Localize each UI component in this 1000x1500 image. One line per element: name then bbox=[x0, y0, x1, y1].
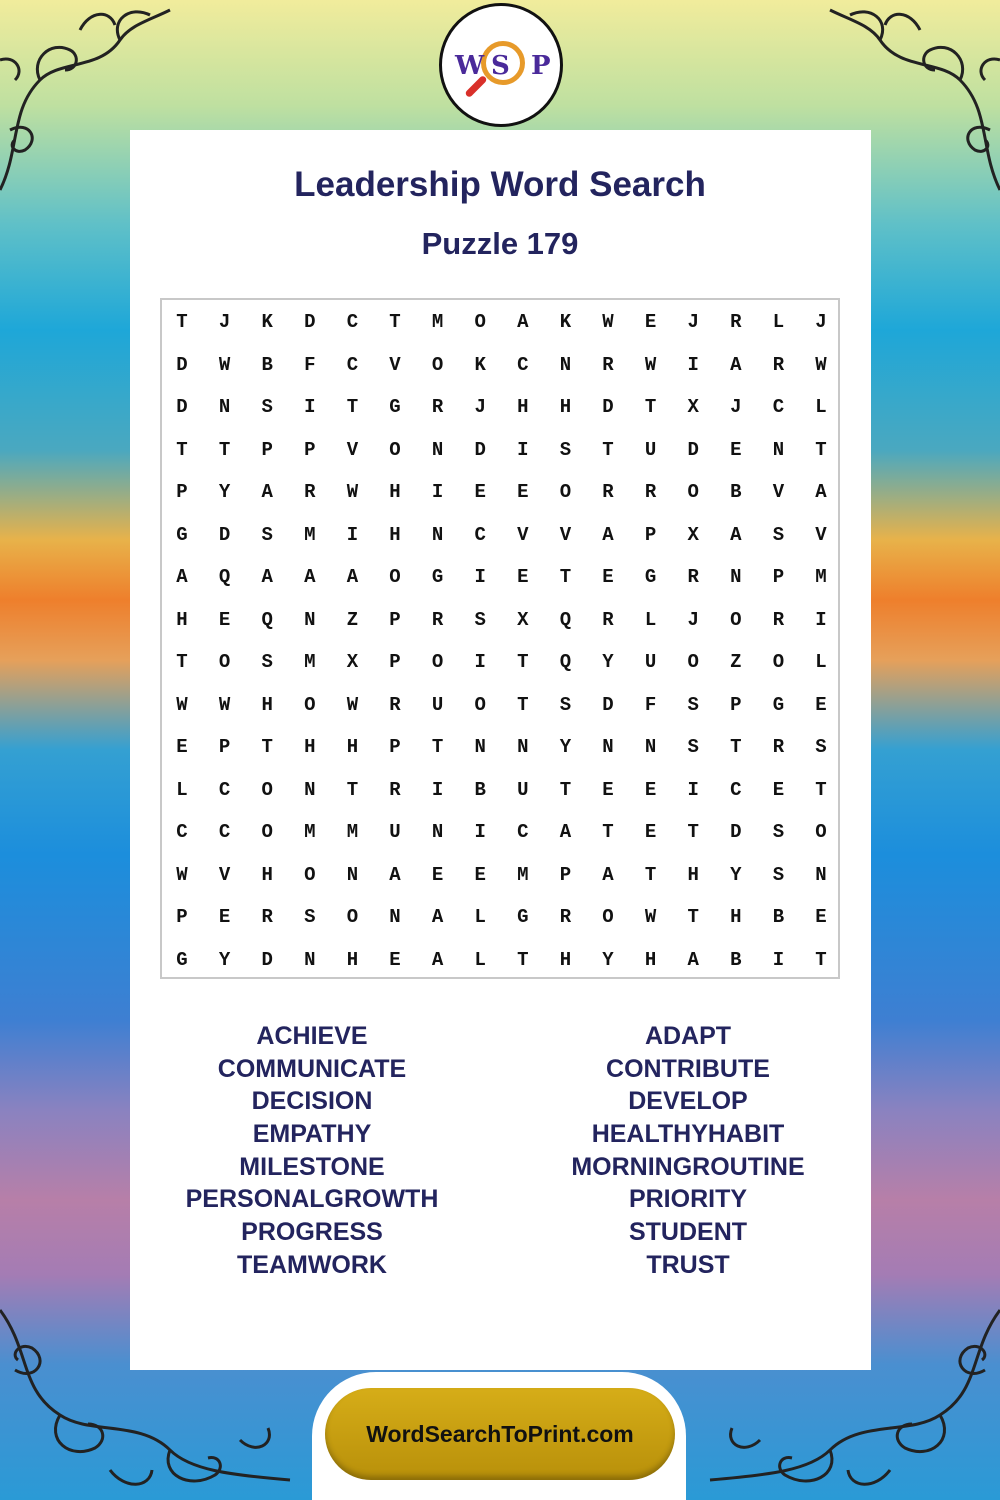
grid-cell[interactable]: M bbox=[431, 311, 444, 333]
word-list-item: CONTRIBUTE bbox=[606, 1054, 770, 1083]
word-list-item: ADAPT bbox=[644, 1022, 732, 1050]
grid-cell[interactable]: T bbox=[517, 693, 529, 716]
grid-cell[interactable]: R bbox=[772, 736, 785, 758]
grid-cell[interactable]: E bbox=[517, 481, 529, 503]
grid-row bbox=[162, 775, 838, 805]
grid-cell[interactable]: P bbox=[304, 438, 316, 461]
grid-cell[interactable]: H bbox=[261, 863, 273, 886]
grid-cell[interactable]: L bbox=[644, 608, 657, 631]
grid-cell[interactable]: N bbox=[644, 736, 657, 758]
grid-cell[interactable]: C bbox=[730, 778, 742, 801]
grid-cell[interactable]: H bbox=[559, 948, 572, 971]
grid-cell[interactable]: R bbox=[772, 353, 785, 376]
grid-cell[interactable]: Y bbox=[218, 948, 231, 971]
grid-cell[interactable]: Q bbox=[218, 566, 231, 588]
grid-cell[interactable]: W bbox=[644, 353, 657, 376]
grid-cell[interactable]: V bbox=[517, 523, 529, 546]
grid-cell[interactable]: O bbox=[389, 566, 401, 588]
grid-cell[interactable]: E bbox=[431, 863, 444, 886]
grid-cell[interactable]: W bbox=[346, 693, 359, 716]
grid-cell[interactable]: V bbox=[559, 523, 572, 546]
grid-cell[interactable]: W bbox=[815, 353, 827, 376]
grid-cell[interactable]: W bbox=[346, 481, 359, 503]
grid-cell[interactable]: W bbox=[218, 353, 231, 376]
grid-cell[interactable]: O bbox=[474, 693, 486, 716]
grid-row bbox=[162, 860, 838, 890]
logo-letter-w: W bbox=[455, 51, 485, 81]
grid-cell[interactable]: Q bbox=[559, 651, 572, 673]
grid-cell[interactable]: R bbox=[559, 906, 572, 928]
grid-cell[interactable]: A bbox=[261, 481, 273, 503]
grid-cell[interactable]: L bbox=[815, 396, 827, 418]
grid-cell[interactable]: G bbox=[772, 693, 785, 716]
grid-cell[interactable]: H bbox=[687, 863, 699, 886]
grid-cell[interactable]: M bbox=[304, 651, 316, 673]
grid-cell[interactable]: O bbox=[474, 311, 486, 333]
grid-cell[interactable]: C bbox=[346, 311, 359, 333]
grid-cell[interactable]: T bbox=[431, 736, 444, 758]
grid-cell[interactable]: H bbox=[176, 608, 188, 631]
grid-cell[interactable]: C bbox=[772, 396, 785, 418]
grid-cell[interactable]: O bbox=[431, 651, 444, 673]
grid-cell[interactable]: X bbox=[346, 651, 359, 673]
grid-cell[interactable]: T bbox=[261, 736, 273, 758]
grid-cell[interactable]: V bbox=[772, 481, 785, 503]
grid-cell[interactable]: T bbox=[176, 311, 188, 333]
grid-cell[interactable]: G bbox=[389, 396, 401, 418]
grid-cell[interactable]: C bbox=[517, 353, 529, 376]
grid-cell[interactable]: D bbox=[176, 396, 188, 418]
grid-cell[interactable]: J bbox=[730, 396, 742, 418]
grid-cell[interactable]: P bbox=[176, 906, 188, 928]
word-list-item: STUDENT bbox=[628, 1218, 748, 1247]
grid-cell[interactable]: R bbox=[602, 353, 614, 376]
grid-cell[interactable]: E bbox=[474, 481, 486, 503]
grid-cell[interactable]: C bbox=[346, 353, 359, 376]
word-list-item: MILESTONE bbox=[239, 1152, 385, 1181]
grid-cell[interactable]: I bbox=[687, 778, 699, 801]
grid-cell[interactable]: N bbox=[815, 863, 827, 886]
grid-cell[interactable]: R bbox=[602, 481, 614, 503]
grid-cell[interactable]: T bbox=[346, 778, 359, 801]
grid-cell[interactable]: U bbox=[517, 778, 529, 801]
grid-cell[interactable]: D bbox=[602, 693, 614, 716]
grid-cell[interactable]: C bbox=[218, 778, 231, 801]
grid-cell[interactable]: C bbox=[517, 821, 529, 843]
grid-cell[interactable]: T bbox=[602, 821, 614, 843]
grid-cell[interactable]: I bbox=[815, 608, 827, 631]
grid-cell[interactable]: N bbox=[304, 608, 316, 631]
grid-cell[interactable]: I bbox=[474, 566, 486, 588]
grid-cell[interactable]: O bbox=[772, 651, 785, 673]
grid-cell[interactable]: R bbox=[431, 396, 444, 418]
grid-cell[interactable]: T bbox=[815, 438, 827, 461]
grid-cell[interactable]: B bbox=[730, 481, 742, 503]
grid-cell[interactable]: L bbox=[815, 651, 827, 673]
grid-cell[interactable]: E bbox=[730, 438, 742, 461]
grid-cell[interactable]: H bbox=[389, 481, 401, 503]
grid-cell[interactable]: S bbox=[772, 821, 785, 843]
grid-cell[interactable]: A bbox=[304, 566, 316, 588]
word-list-item: TEAMWORK bbox=[237, 1250, 387, 1279]
grid-cell[interactable]: I bbox=[431, 481, 444, 503]
grid-cell[interactable]: I bbox=[304, 396, 316, 418]
grid-cell[interactable]: R bbox=[730, 311, 742, 333]
grid-cell[interactable]: A bbox=[431, 906, 444, 928]
grid-row bbox=[162, 435, 838, 465]
grid-cell[interactable]: H bbox=[559, 396, 572, 418]
grid-cell[interactable]: M bbox=[517, 863, 529, 886]
grid-cell[interactable]: S bbox=[559, 438, 572, 461]
grid-cell[interactable]: T bbox=[730, 736, 742, 758]
grid-cell[interactable]: I bbox=[772, 948, 785, 971]
grid-cell[interactable]: H bbox=[730, 906, 742, 928]
grid-cell[interactable]: E bbox=[517, 566, 529, 588]
grid-cell[interactable]: P bbox=[644, 523, 657, 546]
grid-cell[interactable]: T bbox=[644, 396, 657, 418]
grid-cell[interactable]: V bbox=[346, 438, 359, 461]
grid-cell[interactable]: N bbox=[602, 736, 614, 758]
grid-cell[interactable]: O bbox=[304, 693, 316, 716]
grid-cell[interactable]: O bbox=[261, 778, 273, 801]
word-list-item: ACHIEVE bbox=[256, 1022, 368, 1050]
grid-cell[interactable]: I bbox=[517, 438, 529, 461]
grid-cell[interactable]: A bbox=[559, 821, 572, 843]
grid-cell[interactable]: H bbox=[304, 736, 316, 758]
grid-cell[interactable]: O bbox=[602, 906, 614, 928]
grid-cell[interactable]: S bbox=[474, 608, 486, 631]
grid-cell[interactable]: M bbox=[304, 523, 316, 546]
grid-cell[interactable]: E bbox=[389, 948, 401, 971]
grid-cell[interactable]: O bbox=[815, 821, 827, 843]
grid-cell[interactable]: U bbox=[431, 693, 444, 716]
grid-cell[interactable]: A bbox=[346, 566, 359, 588]
grid-cell[interactable]: S bbox=[304, 906, 316, 928]
grid-cell[interactable]: N bbox=[389, 906, 401, 928]
grid-cell[interactable]: D bbox=[687, 438, 699, 461]
grid-cell[interactable]: B bbox=[730, 948, 742, 971]
word-list-item: HEALTHYHABIT bbox=[591, 1120, 785, 1149]
grid-cell[interactable]: H bbox=[389, 523, 401, 546]
grid-cell[interactable]: P bbox=[730, 693, 742, 716]
grid-cell[interactable]: D bbox=[261, 948, 273, 971]
grid-cell[interactable]: T bbox=[389, 311, 401, 333]
grid-cell[interactable]: O bbox=[304, 863, 316, 886]
grid-cell[interactable]: B bbox=[772, 906, 785, 928]
grid-cell[interactable]: H bbox=[261, 693, 273, 716]
grid-cell[interactable]: W bbox=[218, 693, 231, 716]
grid-cell[interactable]: C bbox=[218, 821, 231, 843]
grid-cell[interactable]: D bbox=[474, 438, 486, 461]
word-list-item: DEVELOP bbox=[628, 1087, 748, 1116]
grid-cell[interactable]: M bbox=[815, 566, 827, 588]
word-list-item: EMPATHY bbox=[252, 1120, 372, 1149]
word-list-item: PERSONALGROWTH bbox=[185, 1185, 439, 1214]
grid-row bbox=[162, 690, 838, 720]
grid-cell[interactable]: N bbox=[346, 863, 359, 886]
grid-cell[interactable]: K bbox=[559, 311, 572, 333]
grid-cell[interactable]: A bbox=[687, 948, 699, 971]
grid-cell[interactable]: N bbox=[559, 353, 572, 376]
word-list-left bbox=[112, 1020, 512, 1282]
grid-cell[interactable]: Y bbox=[602, 651, 614, 673]
word-list-item: PRIORITY bbox=[628, 1185, 748, 1214]
grid-cell[interactable]: J bbox=[815, 311, 827, 333]
grid-cell[interactable]: G bbox=[176, 948, 188, 971]
grid-cell[interactable]: A bbox=[261, 566, 273, 588]
grid-cell[interactable]: J bbox=[687, 311, 699, 333]
grid-cell[interactable]: O bbox=[218, 651, 231, 673]
grid-cell[interactable]: N bbox=[730, 566, 742, 588]
grid-cell[interactable]: I bbox=[474, 821, 486, 843]
grid-cell[interactable]: H bbox=[517, 396, 529, 418]
grid-cell[interactable]: S bbox=[261, 396, 273, 418]
grid-cell[interactable]: I bbox=[474, 651, 486, 673]
grid-cell[interactable]: V bbox=[389, 353, 401, 376]
grid-cell[interactable]: P bbox=[389, 608, 401, 631]
grid-cell[interactable]: R bbox=[389, 778, 401, 801]
grid-cell[interactable]: W bbox=[602, 311, 614, 333]
grid-cell[interactable]: M bbox=[304, 821, 316, 843]
grid-cell[interactable]: H bbox=[644, 948, 657, 971]
grid-cell[interactable]: I bbox=[431, 778, 444, 801]
grid-cell[interactable]: N bbox=[517, 736, 529, 758]
grid-cell[interactable]: D bbox=[602, 396, 614, 418]
word-list-item: MORNINGROUTINE bbox=[571, 1152, 805, 1181]
grid-row bbox=[162, 605, 838, 635]
word-list-item: TRUST bbox=[646, 1250, 730, 1279]
grid-row bbox=[162, 647, 838, 677]
grid-cell[interactable]: R bbox=[772, 608, 785, 631]
grid-cell[interactable]: P bbox=[261, 438, 273, 461]
grid-cell[interactable]: N bbox=[431, 821, 444, 843]
grid-cell[interactable]: P bbox=[772, 566, 785, 588]
grid-cell[interactable]: P bbox=[559, 863, 572, 886]
grid-cell[interactable]: V bbox=[218, 863, 231, 886]
grid-cell[interactable]: G bbox=[431, 566, 444, 588]
grid-cell[interactable]: P bbox=[389, 736, 401, 758]
grid-cell[interactable]: G bbox=[176, 523, 188, 546]
grid-cell[interactable]: E bbox=[815, 693, 827, 716]
grid-cell[interactable]: E bbox=[474, 863, 486, 886]
grid-cell[interactable]: E bbox=[218, 906, 231, 928]
grid-cell[interactable]: W bbox=[644, 906, 657, 928]
grid-cell[interactable]: X bbox=[517, 608, 529, 631]
grid-cell[interactable]: O bbox=[687, 651, 699, 673]
grid-cell[interactable]: N bbox=[474, 736, 486, 758]
grid-cell[interactable]: N bbox=[772, 438, 785, 461]
grid-cell[interactable]: T bbox=[815, 948, 827, 971]
word-list-item: COMMUNICATE bbox=[217, 1054, 407, 1083]
grid-cell[interactable]: A bbox=[517, 311, 529, 333]
grid-cell[interactable]: N bbox=[218, 396, 231, 418]
grid-cell[interactable]: A bbox=[431, 948, 444, 971]
grid-row bbox=[162, 350, 838, 380]
grid-row bbox=[162, 477, 838, 507]
grid-cell[interactable]: E bbox=[602, 566, 614, 588]
grid-cell[interactable]: T bbox=[687, 821, 699, 843]
grid-cell[interactable]: Q bbox=[261, 608, 273, 631]
grid-cell[interactable]: M bbox=[346, 821, 359, 843]
grid-cell[interactable]: H bbox=[346, 948, 359, 971]
grid-cell[interactable]: O bbox=[346, 906, 359, 928]
grid-cell[interactable]: R bbox=[304, 481, 316, 503]
grid-cell[interactable]: O bbox=[431, 353, 444, 376]
grid-cell[interactable]: X bbox=[687, 396, 699, 418]
grid-cell[interactable]: S bbox=[261, 651, 273, 673]
grid-cell[interactable]: S bbox=[559, 693, 572, 716]
grid-cell[interactable]: N bbox=[431, 523, 444, 546]
grid-cell[interactable]: E bbox=[218, 608, 231, 631]
grid-cell[interactable]: E bbox=[644, 311, 657, 333]
grid-row bbox=[162, 562, 838, 592]
grid-cell[interactable]: E bbox=[644, 821, 657, 843]
grid-cell[interactable]: J bbox=[687, 608, 699, 631]
grid-cell[interactable]: H bbox=[346, 736, 359, 758]
grid-row bbox=[162, 817, 838, 847]
grid-cell[interactable]: S bbox=[687, 736, 699, 758]
grid-cell[interactable]: A bbox=[602, 863, 614, 886]
grid-cell[interactable]: N bbox=[431, 438, 444, 461]
grid-row bbox=[162, 307, 838, 337]
grid-cell[interactable]: O bbox=[687, 481, 699, 503]
grid-row bbox=[162, 392, 838, 422]
grid-cell[interactable]: G bbox=[517, 906, 529, 928]
grid-cell[interactable]: R bbox=[431, 608, 444, 631]
grid-cell[interactable]: T bbox=[602, 438, 614, 461]
grid-cell[interactable]: T bbox=[346, 396, 359, 418]
grid-cell[interactable]: Y bbox=[730, 863, 742, 886]
grid-cell[interactable]: I bbox=[687, 353, 699, 376]
grid-cell[interactable]: T bbox=[218, 438, 231, 461]
grid-cell[interactable]: L bbox=[772, 311, 785, 333]
grid-cell[interactable]: G bbox=[644, 566, 657, 588]
grid-cell[interactable]: T bbox=[559, 566, 572, 588]
grid-row bbox=[162, 902, 838, 932]
grid-cell[interactable]: R bbox=[644, 481, 657, 503]
grid-cell[interactable]: B bbox=[261, 353, 273, 376]
grid-cell[interactable]: U bbox=[644, 438, 657, 461]
grid-cell[interactable]: O bbox=[261, 821, 273, 843]
grid-cell[interactable]: D bbox=[304, 311, 316, 333]
grid-cell[interactable]: N bbox=[304, 778, 316, 801]
grid-cell[interactable]: C bbox=[474, 523, 486, 546]
logo-letter-s: S bbox=[491, 51, 510, 81]
grid-cell[interactable]: E bbox=[644, 778, 657, 801]
grid-cell[interactable]: P bbox=[218, 736, 231, 758]
logo-letter-p: P bbox=[531, 51, 551, 81]
grid-row bbox=[162, 732, 838, 762]
grid-cell[interactable]: L bbox=[176, 778, 188, 801]
grid-cell[interactable]: T bbox=[517, 948, 529, 971]
grid-cell[interactable]: R bbox=[261, 906, 273, 928]
grid-cell[interactable]: F bbox=[304, 353, 316, 376]
grid-row bbox=[162, 520, 838, 550]
grid-cell[interactable]: P bbox=[389, 651, 401, 673]
grid-cell[interactable]: Y bbox=[602, 948, 614, 971]
grid-cell[interactable]: D bbox=[730, 821, 742, 843]
grid-cell[interactable]: T bbox=[176, 651, 188, 673]
grid-cell[interactable]: D bbox=[176, 353, 188, 376]
grid-cell[interactable]: P bbox=[176, 481, 188, 503]
grid-cell[interactable]: J bbox=[474, 396, 486, 418]
grid-cell[interactable]: A bbox=[389, 863, 401, 886]
grid-cell[interactable]: U bbox=[644, 651, 657, 673]
word-list-right bbox=[488, 1020, 888, 1282]
grid-cell[interactable]: U bbox=[389, 821, 401, 843]
grid-cell[interactable]: A bbox=[176, 566, 188, 588]
site-link-button[interactable]: WordSearchToPrint.com bbox=[325, 1388, 675, 1480]
grid-cell[interactable]: K bbox=[261, 311, 273, 333]
grid-cell[interactable]: D bbox=[218, 523, 231, 546]
grid-cell[interactable]: N bbox=[304, 948, 316, 971]
grid-row bbox=[162, 945, 838, 975]
grid-cell[interactable]: W bbox=[176, 863, 188, 886]
grid-cell[interactable]: S bbox=[772, 863, 785, 886]
grid-cell[interactable]: B bbox=[474, 778, 486, 801]
word-list-item: PROGRESS bbox=[241, 1218, 383, 1247]
grid-cell[interactable]: A bbox=[602, 523, 614, 546]
grid-cell[interactable]: S bbox=[687, 693, 699, 716]
grid-cell[interactable]: T bbox=[815, 778, 827, 801]
letter-grid bbox=[160, 298, 840, 979]
grid-cell[interactable]: Z bbox=[730, 651, 742, 673]
word-list-item: DECISION bbox=[251, 1087, 373, 1116]
grid-cell[interactable]: T bbox=[559, 778, 572, 801]
grid-cell[interactable]: Q bbox=[559, 608, 572, 631]
page-title: Leadership Word Search bbox=[294, 165, 706, 204]
grid-cell[interactable]: V bbox=[815, 523, 827, 546]
grid-cell[interactable]: T bbox=[517, 651, 529, 673]
grid-cell[interactable]: T bbox=[176, 438, 188, 461]
grid-cell[interactable]: T bbox=[644, 863, 657, 886]
grid-cell[interactable]: E bbox=[602, 778, 614, 801]
puzzle-number: Puzzle 179 bbox=[421, 226, 579, 261]
grid-cell[interactable]: S bbox=[261, 523, 273, 546]
grid-cell[interactable]: S bbox=[772, 523, 785, 546]
grid-cell[interactable]: A bbox=[730, 523, 742, 546]
grid-cell[interactable]: E bbox=[176, 736, 188, 758]
grid-cell[interactable]: L bbox=[474, 906, 486, 928]
wsp-logo bbox=[439, 3, 563, 127]
grid-cell[interactable]: J bbox=[218, 311, 231, 333]
grid-cell[interactable]: W bbox=[176, 693, 188, 716]
grid-cell[interactable]: S bbox=[815, 736, 827, 758]
grid-cell[interactable]: F bbox=[644, 693, 657, 716]
grid-cell[interactable]: E bbox=[815, 906, 827, 928]
grid-cell[interactable]: O bbox=[389, 438, 401, 461]
grid-cell[interactable]: C bbox=[176, 821, 188, 843]
grid-cell[interactable]: A bbox=[815, 481, 827, 503]
grid-cell[interactable]: O bbox=[730, 608, 742, 631]
grid-cell[interactable]: O bbox=[559, 481, 572, 503]
grid-cell[interactable]: X bbox=[687, 523, 699, 546]
grid-cell[interactable]: T bbox=[687, 906, 699, 928]
grid-cell[interactable]: R bbox=[389, 693, 401, 716]
grid-cell[interactable]: L bbox=[474, 948, 486, 971]
grid-cell[interactable]: R bbox=[602, 608, 614, 631]
grid-cell[interactable]: E bbox=[772, 778, 785, 801]
grid-cell[interactable]: Z bbox=[346, 608, 359, 631]
grid-cell[interactable]: I bbox=[346, 523, 359, 546]
grid-cell[interactable]: A bbox=[730, 353, 742, 376]
grid-cell[interactable]: R bbox=[687, 566, 699, 588]
grid-cell[interactable]: K bbox=[474, 353, 486, 376]
grid-cell[interactable]: Y bbox=[218, 481, 231, 503]
grid-cell[interactable]: Y bbox=[559, 736, 572, 758]
